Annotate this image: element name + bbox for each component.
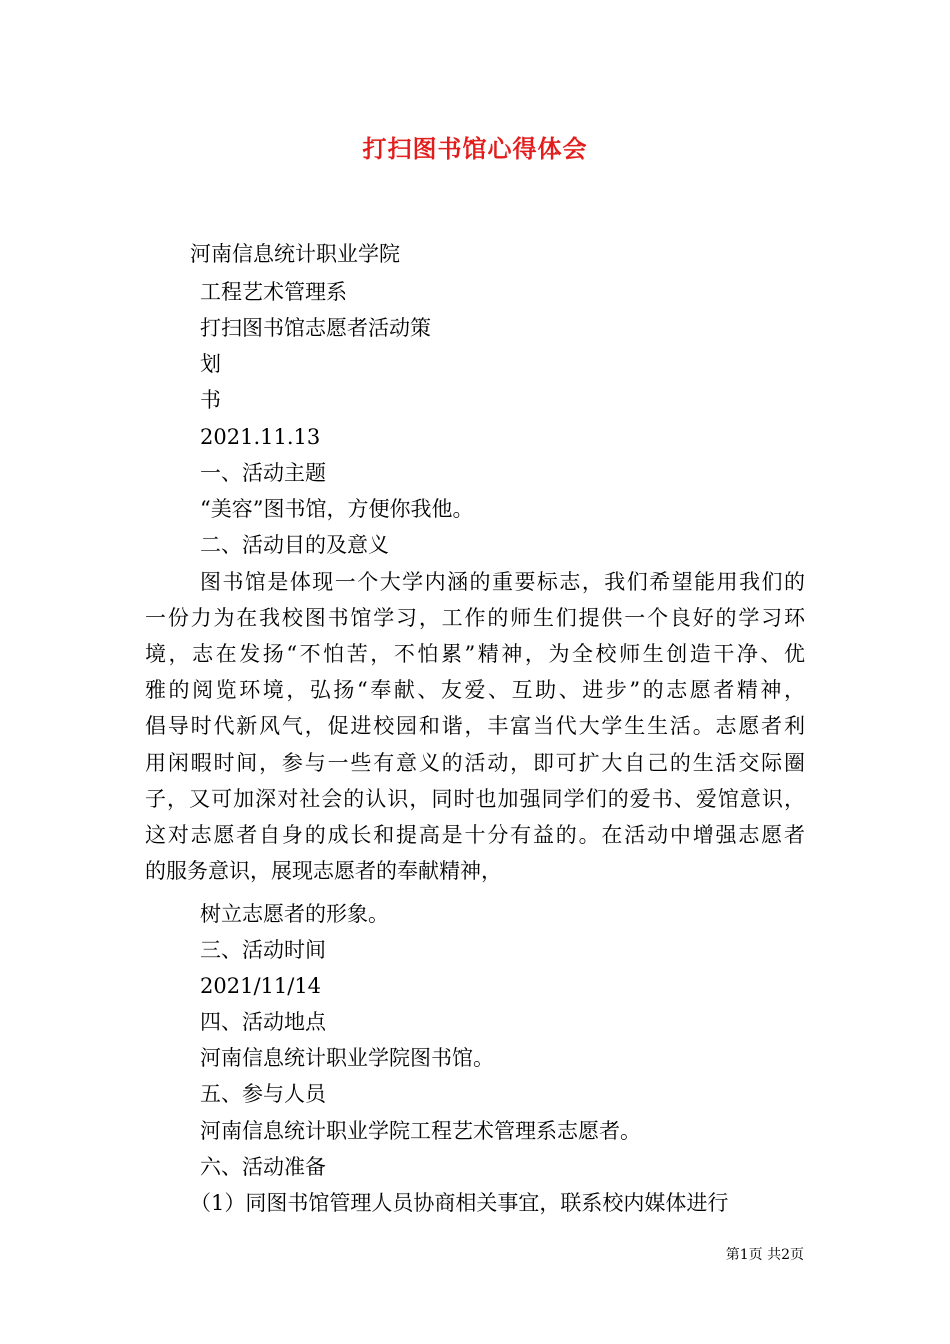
section-heading-participants: 五、参与人员 (200, 1082, 326, 1106)
section-heading-purpose: 二、活动目的及意义 (200, 533, 389, 557)
paragraph-line: 倡导时代新风气，促进校园和谐，丰富当代大学生生活。志愿者利 (145, 714, 805, 738)
paragraph-line: 用闲暇时间，参与一些有意义的活动，即可扩大自己的生活交际圈 (145, 751, 805, 775)
plan-title-line-2: 划 (200, 352, 221, 376)
plan-title-line-3: 书 (200, 388, 221, 412)
paragraph-line: 图书馆是体现一个大学内涵的重要标志，我们希望能用我们的 (200, 570, 805, 594)
page-title: 打扫图书馆心得体会 (362, 134, 588, 163)
paragraph-line: 的服务意识，展现志愿者的奉献精神， (145, 859, 502, 883)
section-heading-theme: 一、活动主题 (200, 461, 326, 485)
page-number: 第1页 共2页 (725, 1247, 804, 1263)
paragraph-line: 一份力为在我校图书馆学习，工作的师生们提供一个良好的学习环 (145, 606, 805, 630)
paragraph-line: 境，志在发扬“不怕苦，不怕累”精神，为全校师生创造干净、优 (145, 642, 805, 666)
department-name: 工程艺术管理系 (200, 280, 347, 304)
section-heading-time: 三、活动时间 (200, 938, 326, 962)
plan-date: 2021.11.13 (200, 425, 321, 449)
paragraph-line: 子，又可加深对社会的认识，同时也加强同学们的爱书、爱馆意识， (145, 787, 805, 811)
section-heading-location: 四、活动地点 (200, 1010, 326, 1034)
purpose-closing: 树立志愿者的形象。 (200, 902, 389, 926)
section-content-theme: “美容”图书馆，方便你我他。 (200, 497, 474, 521)
section-content-participants: 河南信息统计职业学院工程艺术管理系志愿者。 (200, 1119, 641, 1143)
section-content-location: 河南信息统计职业学院图书馆。 (200, 1046, 494, 1070)
section-heading-preparation: 六、活动准备 (200, 1155, 326, 1179)
institution-name: 河南信息统计职业学院 (190, 242, 400, 266)
paragraph-line: 这对志愿者自身的成长和提高是十分有益的。在活动中增强志愿者 (145, 823, 805, 847)
section-content-time: 2021/11/14 (200, 974, 322, 998)
preparation-item-1: （1）同图书馆管理人员协商相关事宜，联系校内媒体进行 (190, 1191, 729, 1215)
paragraph-line: 雅的阅览环境，弘扬“奉献、友爱、互助、进步”的志愿者精神， (145, 678, 805, 702)
plan-title-line-1: 打扫图书馆志愿者活动策 (200, 316, 431, 340)
